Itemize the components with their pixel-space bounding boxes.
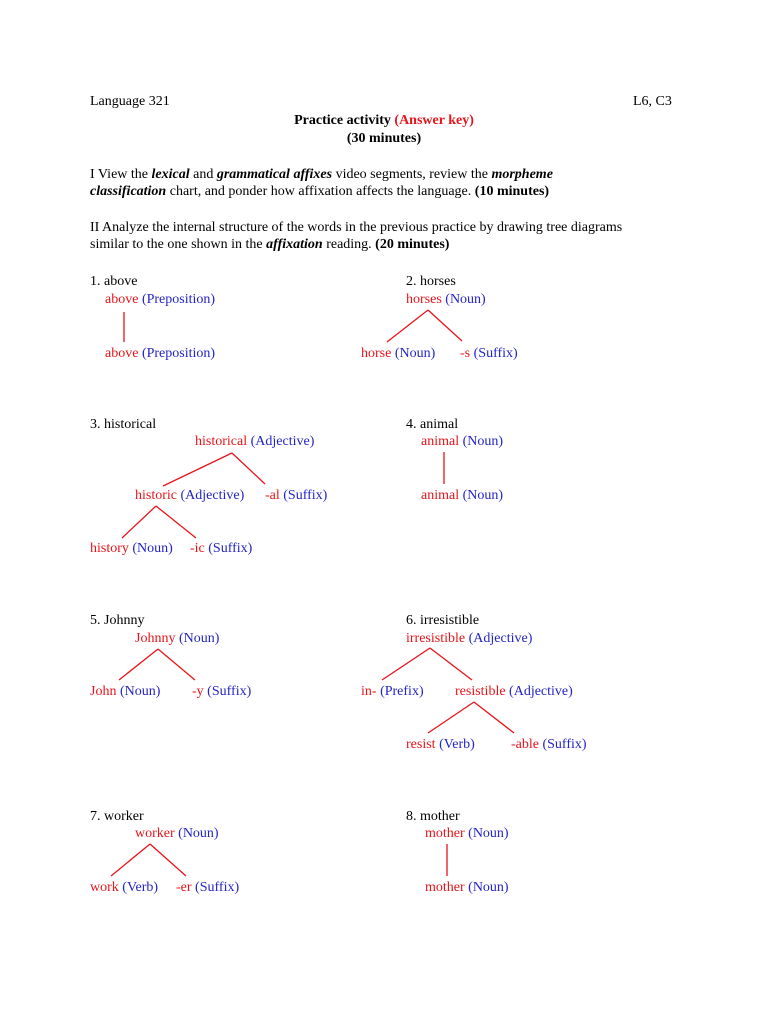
- tree-node: [406, 291, 486, 308]
- branch-line: [387, 310, 428, 342]
- word-category: (Suffix): [542, 737, 587, 752]
- branch-line: [163, 453, 232, 486]
- page-title: [0, 112, 768, 129]
- item-label: 1. above: [90, 274, 138, 289]
- tree-node: [135, 487, 244, 504]
- emphasis-lexical: lexical: [151, 167, 190, 182]
- word-category: (Noun): [119, 684, 161, 699]
- tree-node: [406, 630, 532, 647]
- title-main: Practice activity: [294, 113, 391, 128]
- word-category: (Noun): [394, 346, 436, 361]
- item-label: 2. horses: [406, 274, 456, 289]
- word-category: (Adjective): [180, 488, 245, 503]
- answer-key-tag: (Answer key): [394, 113, 474, 128]
- activity-duration: (30 minutes): [346, 131, 422, 146]
- morpheme: mother: [425, 880, 465, 895]
- item-label: 5. Johnny: [90, 613, 145, 628]
- tree-node: [105, 345, 215, 362]
- item-label: 4. animal: [406, 417, 459, 432]
- tree-node: [190, 540, 252, 557]
- branch-line: [474, 702, 514, 733]
- item-label: 7. worker: [90, 809, 144, 824]
- morpheme: worker: [135, 826, 175, 841]
- tree-node: [105, 291, 215, 308]
- emphasis-grammatical-affixes: grammatical affixes: [216, 167, 333, 182]
- morpheme: -y: [192, 684, 204, 699]
- branch-line: [428, 310, 462, 341]
- instruction-text: and: [189, 167, 217, 182]
- branch-line: [430, 648, 472, 680]
- tree-node: [361, 345, 435, 362]
- branch-line: [158, 649, 195, 680]
- instruction-text: video segments, review the: [332, 167, 492, 182]
- word-category: (Noun): [132, 541, 173, 556]
- tree-node: [192, 683, 251, 700]
- word-category: (Noun): [462, 488, 504, 503]
- morpheme: history: [90, 541, 129, 556]
- word-category: (Noun): [178, 826, 219, 841]
- instruction-2-time: (20 minutes): [375, 237, 450, 252]
- morpheme: historical: [195, 434, 248, 449]
- word-category: (Preposition): [141, 292, 216, 307]
- tree-node: [511, 736, 587, 753]
- tree-node: [135, 630, 219, 647]
- morpheme: animal: [421, 488, 460, 503]
- morpheme: -er: [176, 880, 192, 895]
- tree-node: [361, 683, 424, 700]
- item-label: 6. irresistible: [406, 613, 480, 628]
- instruction-text: chart, and ponder how affixation affects the language.: [166, 184, 475, 199]
- word-category: (Verb): [439, 737, 475, 752]
- instruction-1-line-2: [90, 183, 549, 200]
- tree-node: [90, 879, 158, 896]
- branch-line: [382, 648, 430, 680]
- morpheme: resistible: [455, 684, 506, 699]
- morpheme: Johnny: [135, 631, 176, 646]
- branch-line: [232, 453, 265, 484]
- word-category: (Suffix): [473, 346, 518, 361]
- morpheme: in-: [361, 684, 377, 699]
- tree-node: [421, 433, 503, 450]
- tree-node: [176, 879, 239, 896]
- instruction-1-time: (10 minutes): [474, 184, 550, 199]
- morpheme: animal: [421, 434, 460, 449]
- emphasis-morpheme: morpheme: [491, 167, 553, 182]
- instruction-1-line-1: [90, 166, 553, 183]
- morpheme: historic: [135, 488, 177, 503]
- instruction-2-line-2: [90, 236, 449, 253]
- lesson-code: L6, C3: [633, 94, 672, 109]
- tree-node: [135, 825, 219, 842]
- tree-node: [425, 825, 509, 842]
- morpheme: -al: [265, 488, 280, 503]
- tree-node: [90, 540, 173, 557]
- tree-node: [425, 879, 509, 896]
- branch-line: [428, 702, 474, 733]
- branch-line: [119, 649, 158, 680]
- word-category: (Suffix): [208, 541, 253, 556]
- word-category: (Noun): [468, 880, 509, 895]
- word-category: (Verb): [122, 880, 159, 895]
- instruction-2-line-1: II Analyze the internal structure of the words in the previous practice by drawing tree diagrams: [90, 220, 623, 235]
- morpheme: resist: [406, 737, 436, 752]
- morpheme: horse: [361, 346, 392, 361]
- word-category: (Adjective): [250, 434, 315, 449]
- branch-line: [150, 844, 186, 876]
- tree-node: [265, 487, 327, 504]
- word-category: (Suffix): [207, 684, 252, 699]
- morpheme: mother: [425, 826, 465, 841]
- word-category: (Noun): [468, 826, 509, 841]
- word-category: (Suffix): [283, 488, 328, 503]
- tree-node: [421, 487, 503, 504]
- tree-node: [195, 433, 314, 450]
- morpheme: John: [90, 684, 117, 699]
- instruction-text: reading.: [322, 237, 376, 252]
- word-category: (Noun): [462, 434, 504, 449]
- branch-line: [122, 506, 156, 538]
- branch-line: [156, 506, 196, 538]
- branch-line: [111, 844, 150, 876]
- word-category: (Noun): [445, 292, 486, 307]
- word-category: (Noun): [178, 631, 220, 646]
- word-category: (Preposition): [141, 346, 216, 361]
- item-label: 3. historical: [90, 417, 157, 432]
- tree-node: [460, 345, 518, 362]
- emphasis-affixation: affixation: [266, 237, 323, 252]
- word-category: (Adjective): [509, 684, 573, 699]
- word-category: (Suffix): [195, 880, 240, 895]
- tree-node: [90, 683, 160, 700]
- course-name: Language 321: [90, 94, 170, 109]
- item-label: 8. mother: [406, 809, 460, 824]
- morpheme: above: [105, 292, 139, 307]
- instruction-text: similar to the one shown in the: [90, 237, 267, 252]
- morpheme: irresistible: [406, 631, 466, 646]
- tree-node: [406, 736, 475, 753]
- morpheme: work: [90, 880, 119, 895]
- morpheme: -able: [511, 737, 539, 752]
- instruction-text: I View the: [90, 167, 152, 182]
- morpheme: horses: [406, 292, 442, 307]
- morpheme: above: [105, 346, 139, 361]
- morpheme: -s: [460, 346, 471, 361]
- word-category: (Prefix): [380, 684, 424, 699]
- tree-node: [455, 683, 573, 700]
- word-category: (Adjective): [468, 631, 533, 646]
- morpheme: -ic: [190, 541, 205, 556]
- emphasis-classification: classification: [90, 184, 167, 199]
